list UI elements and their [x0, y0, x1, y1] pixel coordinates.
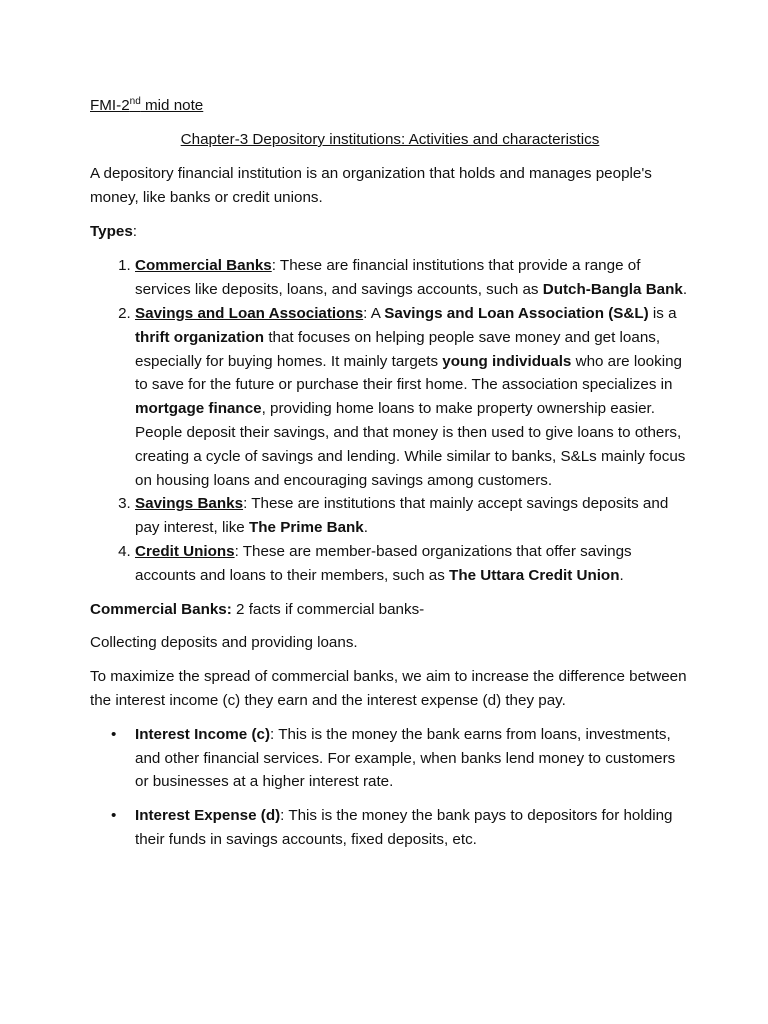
- type-text: , providing home loans to make property ownership easier. People deposit their savings, and that money is then used to give loans to others, creating a cycle of savings and lending. While similar to banks, S&Ls mainly focus on housing loans and encouraging savings among customers.: [135, 400, 686, 489]
- list-item: [111, 804, 690, 852]
- types-heading-colon: :: [132, 222, 138, 240]
- type-text: that focuses on helping people save money and get loans, especially for buying homes. It mainly targets: [135, 328, 661, 370]
- types-heading: [90, 220, 690, 244]
- type-text: .: [682, 281, 688, 299]
- spread-paragraph: To maximize the spread of commercial banks, we aim to increase the difference between the interest income (c) they earn and the interest expense (d) they pay.: [90, 668, 687, 709]
- type-text: : These are institutions that mainly accept savings deposits and pay interest, like: [135, 495, 669, 537]
- header-suffix: mid note: [140, 97, 204, 114]
- type-bold: The Uttara Credit Union: [449, 566, 620, 584]
- type-bold: The Prime Bank: [248, 519, 364, 537]
- bullet-text: : This is the money the bank pays to depositors for holding their funds in savings accounts, fixed deposits, etc.: [135, 807, 673, 848]
- chapter-title: Chapter-3 Depository institutions: Activities and characteristics: [180, 131, 600, 148]
- type-title: Commercial Banks: [135, 257, 272, 275]
- bullet-dot-icon: •: [111, 807, 117, 825]
- note-header: [90, 94, 690, 118]
- list-item: [135, 540, 690, 588]
- list-item: [111, 723, 690, 794]
- type-text: .: [619, 566, 624, 584]
- type-text: : A: [363, 304, 385, 322]
- type-text: .: [363, 519, 368, 537]
- type-title: Savings Banks: [135, 495, 244, 513]
- types-list: [90, 254, 690, 587]
- bullet-label: Interest Income (c): [135, 725, 271, 743]
- header-superscript: nd: [129, 96, 141, 107]
- document-page: [90, 94, 690, 862]
- header-prefix: FMI-2: [90, 97, 130, 114]
- type-text: is a: [648, 304, 677, 322]
- list-item: [135, 254, 690, 302]
- bullet-label: Interest Expense (d): [135, 807, 281, 825]
- bullet-dot-icon: •: [111, 725, 117, 743]
- collecting-line: Collecting deposits and providing loans.: [90, 634, 358, 652]
- list-item: [135, 302, 690, 492]
- commercial-banks-text: 2 facts if commercial banks-: [231, 600, 425, 618]
- intro-paragraph: A depository financial institution is an organization that holds and manages people's money, like banks or credit unions.: [90, 165, 652, 206]
- type-text: who are looking to save for the future or purchase their first home. The association specializes in: [135, 352, 682, 394]
- bullet-text: : This is the money the bank earns from loans, investments, and other financial services. For example, when banks lend money to customers or businesses at a higher interest rate.: [135, 725, 676, 791]
- type-text: : These are financial institutions that provide a range of services like deposits, loans, and savings accounts, such as: [135, 257, 641, 299]
- type-bold: Savings and Loan Association (S&L): [384, 304, 649, 322]
- type-title: Credit Unions: [135, 542, 235, 560]
- commercial-banks-heading: [90, 598, 690, 622]
- interest-bullets: [90, 723, 690, 852]
- type-bold: Dutch-Bangla Bank: [542, 281, 683, 299]
- type-title: Savings and Loan Associations: [135, 304, 364, 322]
- commercial-banks-label: Commercial Banks:: [90, 600, 232, 618]
- type-bold: mortgage finance: [135, 400, 262, 418]
- type-bold: young individuals: [442, 352, 572, 370]
- type-bold: thrift organization: [135, 328, 265, 346]
- list-item: [135, 492, 690, 540]
- type-text: : These are member-based organizations that offer savings accounts and loans to their members, such as: [135, 542, 632, 584]
- types-heading-label: Types: [90, 222, 133, 240]
